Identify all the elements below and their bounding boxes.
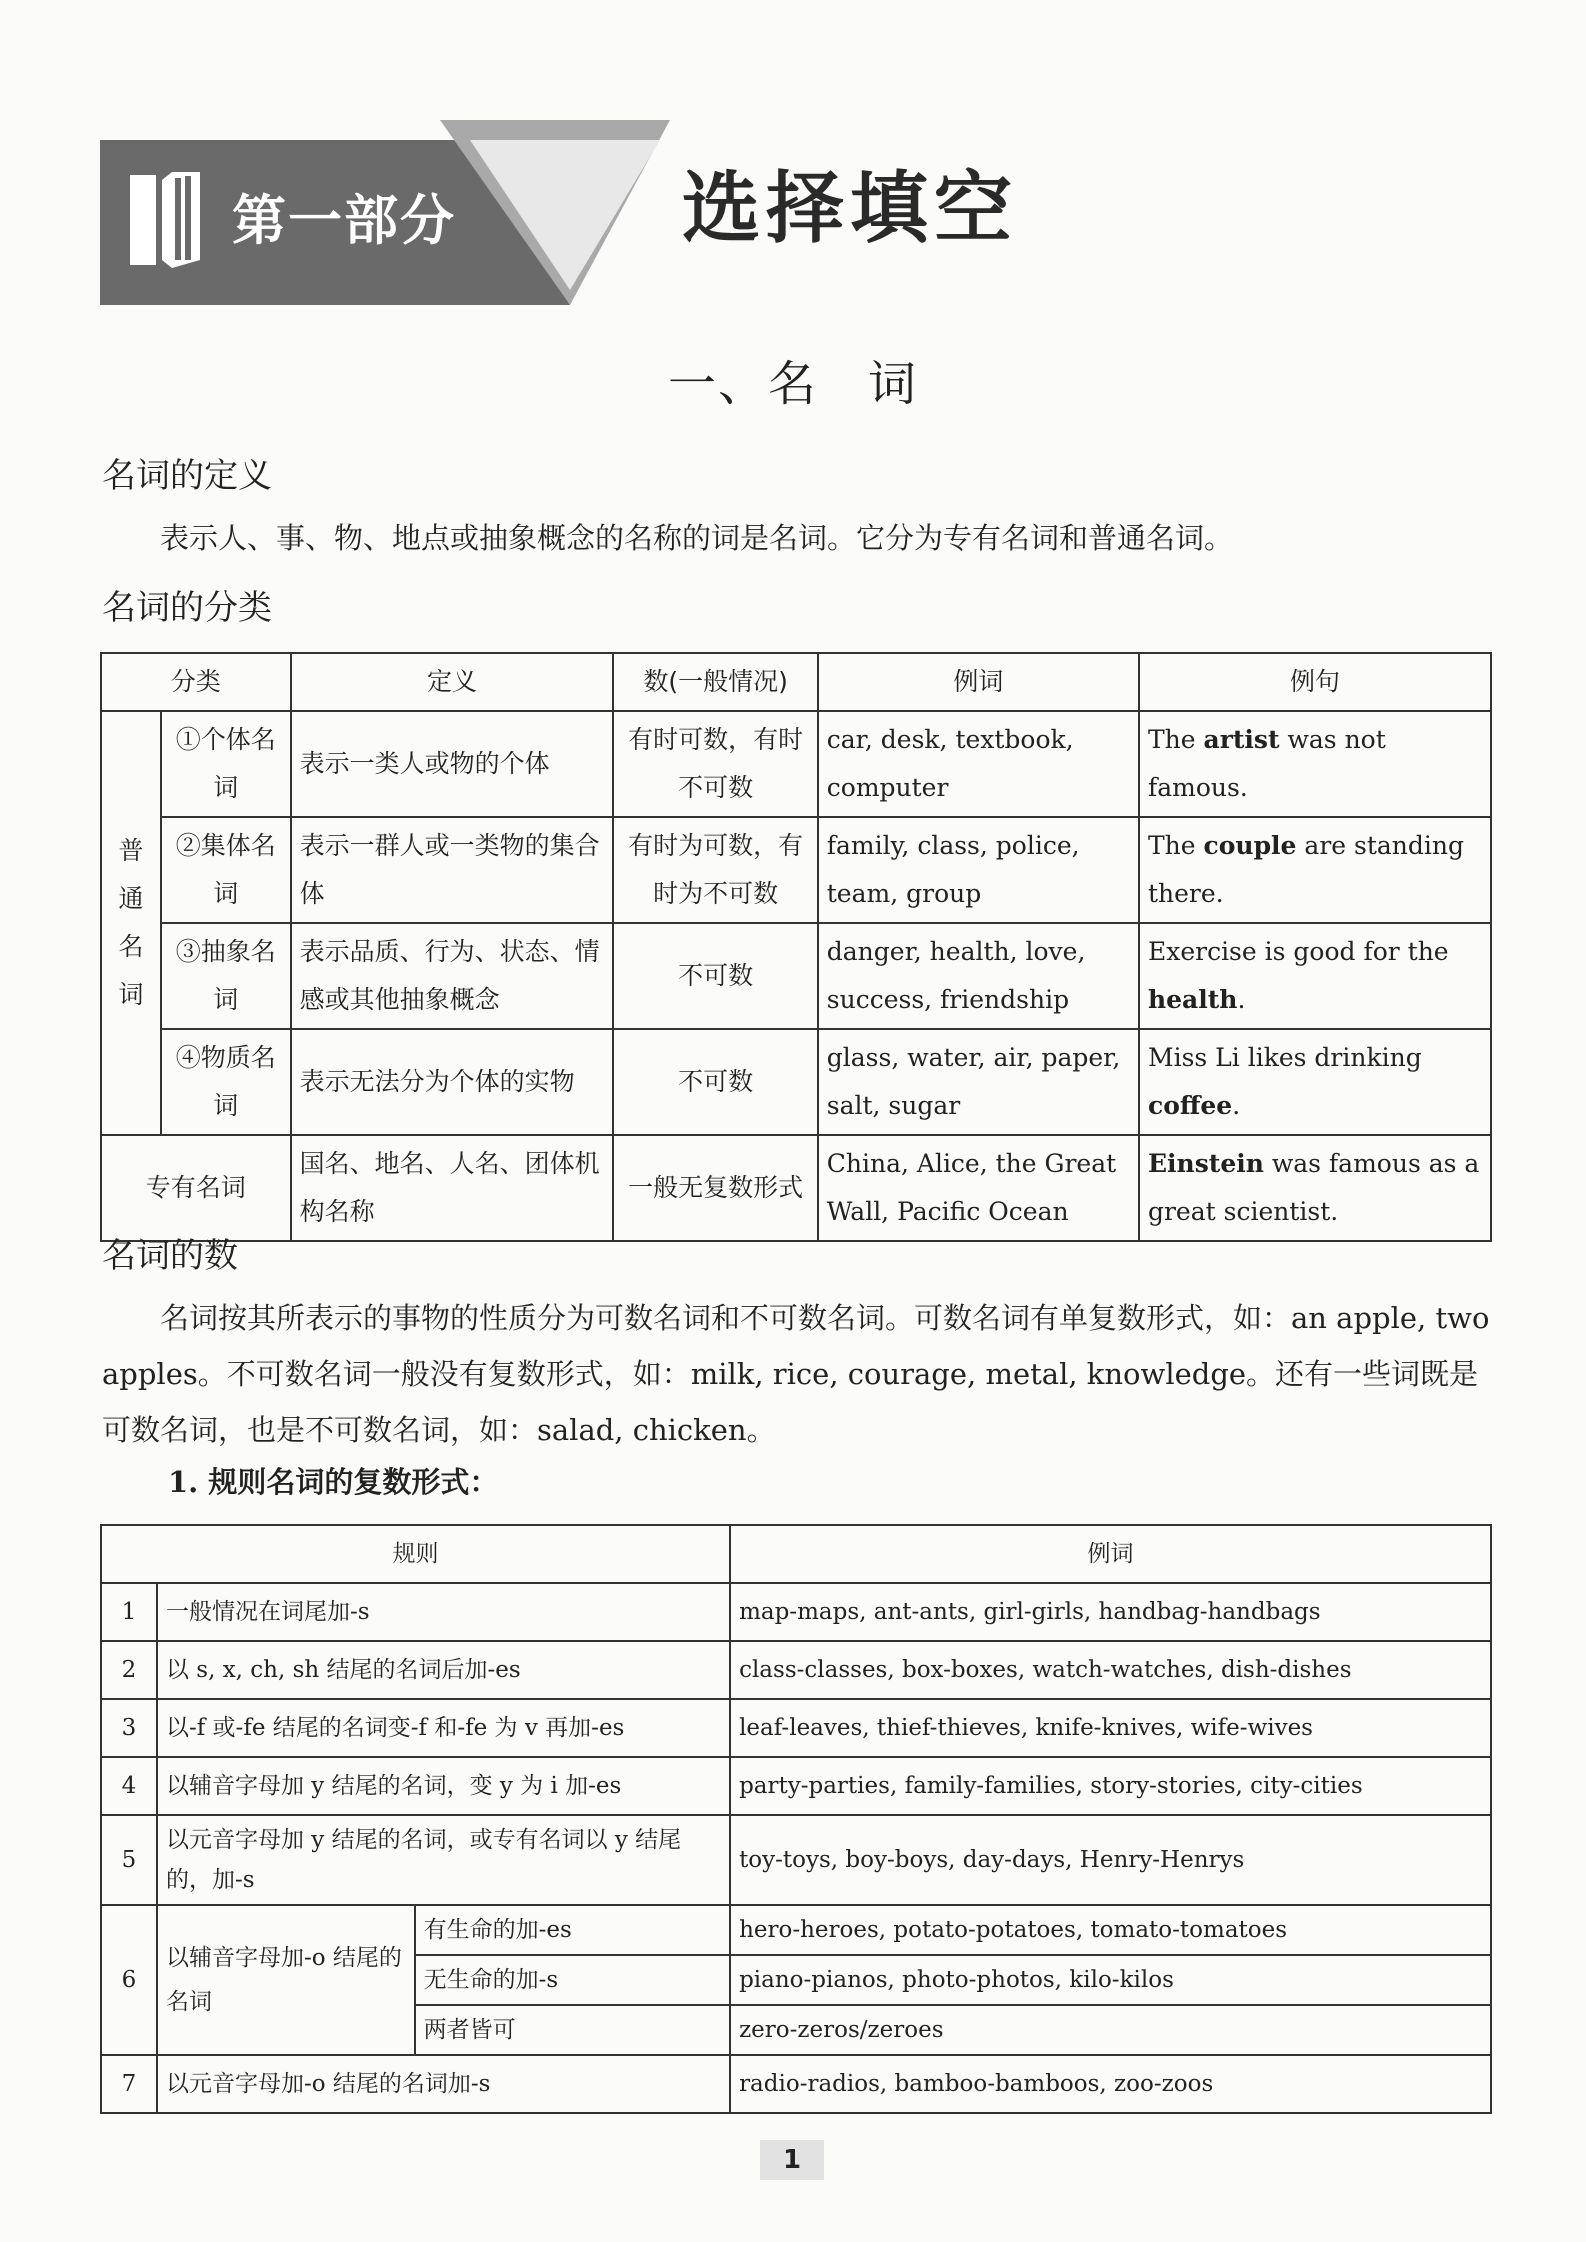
sentence-cell: Miss Li likes drinking coffee. [1139, 1029, 1491, 1135]
definition-cell: 表示一群人或一类物的集合体 [291, 817, 614, 923]
examples-cell: piano-pianos, photo-photos, kilo-kilos [730, 1955, 1491, 2005]
col-header: 分类 [101, 653, 291, 711]
section-title: 一、名 词 [667, 356, 918, 412]
sub-rule-cell: 有生命的加-es [415, 1905, 731, 1955]
examples-cell: glass, water, air, paper, salt, sugar [818, 1029, 1139, 1135]
rule-cell: 一般情况在词尾加-s [157, 1583, 730, 1641]
number-text: 名词按其所表示的事物的性质分为可数名词和不可数名词。可数名词有单复数形式，如：an apple, two apples。不可数名词一般没有复数形式，如：milk, rice, courage, metal, knowledge。还有一些词既是可数名词，也是不可数名词，如：salad, chicken。 [102, 1301, 1490, 1447]
table-row [101, 2055, 1491, 2113]
rule-cell: 以元音字母加-o 结尾的名词加-s [157, 2055, 730, 2113]
table-row [101, 1029, 1491, 1135]
table-row [101, 817, 1491, 923]
definition-cell: 表示无法分为个体的实物 [291, 1029, 614, 1135]
rule-cell: 以 s, x, ch, sh 结尾的名词后加-es [157, 1641, 730, 1699]
group-label: 普通名词 [101, 711, 161, 1135]
rule-cell: 以元音字母加 y 结尾的名词，或专有名词以 y 结尾的，加-s [157, 1815, 730, 1905]
type-cell: ④物质名词 [161, 1029, 291, 1135]
sub-rule-cell: 两者皆可 [415, 2005, 731, 2055]
row-number: 4 [101, 1757, 157, 1815]
examples-cell: leaf-leaves, thief-thieves, knife-knives, wife-wives [730, 1699, 1491, 1757]
row-number: 3 [101, 1699, 157, 1757]
rule-cell: 以辅音字母加 y 结尾的名词，变 y 为 i 加-es [157, 1757, 730, 1815]
definition-heading: 名词的定义 [102, 456, 272, 496]
examples-cell: China, Alice, the Great Wall, Pacific Ocean [818, 1135, 1139, 1241]
table-row [101, 1699, 1491, 1757]
rule-cell: 以辅音字母加-o 结尾的名词 [157, 1905, 415, 2055]
type-cell: ①个体名词 [161, 711, 291, 817]
sentence-cell: Exercise is good for the health. [1139, 923, 1491, 1029]
examples-cell: family, class, police, team, group [818, 817, 1139, 923]
row-number: 1 [101, 1583, 157, 1641]
table-row [101, 923, 1491, 1029]
type-cell: 专有名词 [101, 1135, 291, 1241]
definition-cell: 国名、地名、人名、团体机构名称 [291, 1135, 614, 1241]
rule-cell: 以-f 或-fe 结尾的名词变-f 和-fe 为 v 再加-es [157, 1699, 730, 1757]
number-heading: 名词的数 [102, 1236, 238, 1276]
table-row [101, 711, 1491, 817]
definition-text: 表示人、事、物、地点或抽象概念的名称的词是名词。它分为专有名词和普通名词。 [160, 521, 1234, 555]
row-number: 5 [101, 1815, 157, 1905]
number-cell: 不可数 [613, 923, 817, 1029]
number-cell: 不可数 [613, 1029, 817, 1135]
part-banner [100, 120, 670, 305]
col-header: 数(一般情况) [613, 653, 817, 711]
row-number: 6 [101, 1905, 157, 2055]
row-number: 2 [101, 1641, 157, 1699]
row-number: 7 [101, 2055, 157, 2113]
sub-rule-cell: 无生命的加-s [415, 1955, 731, 2005]
definition-cell: 表示一类人或物的个体 [291, 711, 614, 817]
examples-cell: radio-radios, bamboo-bamboos, zoo-zoos [730, 2055, 1491, 2113]
number-cell: 有时为可数，有时为不可数 [613, 817, 817, 923]
definition-cell: 表示品质、行为、状态、情感或其他抽象概念 [291, 923, 614, 1029]
classification-heading: 名词的分类 [102, 588, 272, 628]
sentence-cell: Einstein was famous as a great scientist. [1139, 1135, 1491, 1241]
plural-heading: 1. 规则名词的复数形式： [168, 1465, 499, 1499]
examples-cell: danger, health, love, success, friendship [818, 923, 1139, 1029]
table-row [101, 1641, 1491, 1699]
col-header: 例词 [730, 1525, 1491, 1583]
table-row [101, 1815, 1491, 1905]
number-cell: 有时可数，有时不可数 [613, 711, 817, 817]
page-number: 1 [760, 2140, 824, 2180]
examples-cell: hero-heroes, potato-potatoes, tomato-tomatoes [730, 1905, 1491, 1955]
page-title: 选择填空 [682, 164, 1019, 254]
col-header: 定义 [291, 653, 614, 711]
sentence-cell: The couple are standing there. [1139, 817, 1491, 923]
examples-cell: map-maps, ant-ants, girl-girls, handbag-handbags [730, 1583, 1491, 1641]
classification-table [100, 652, 1492, 1242]
examples-cell: class-classes, box-boxes, watch-watches, dish-dishes [730, 1641, 1491, 1699]
table-row [101, 1905, 1491, 1955]
col-header: 例句 [1139, 653, 1491, 711]
book-icon [130, 172, 200, 268]
table-row [101, 1757, 1491, 1815]
table-row [101, 1135, 1491, 1241]
examples-cell: zero-zeros/zeroes [730, 2005, 1491, 2055]
type-cell: ②集体名词 [161, 817, 291, 923]
type-cell: ③抽象名词 [161, 923, 291, 1029]
table-header-row [101, 653, 1491, 711]
examples-cell: car, desk, textbook, computer [818, 711, 1139, 817]
sentence-cell: The artist was not famous. [1139, 711, 1491, 817]
plural-table [100, 1524, 1492, 2114]
col-header: 规则 [101, 1525, 730, 1583]
part-label: 第一部分 [232, 189, 456, 252]
table-row [101, 1583, 1491, 1641]
examples-cell: toy-toys, boy-boys, day-days, Henry-Henrys [730, 1815, 1491, 1905]
number-cell: 一般无复数形式 [613, 1135, 817, 1241]
table-header-row [101, 1525, 1491, 1583]
col-header: 例词 [818, 653, 1139, 711]
examples-cell: party-parties, family-families, story-stories, city-cities [730, 1757, 1491, 1815]
